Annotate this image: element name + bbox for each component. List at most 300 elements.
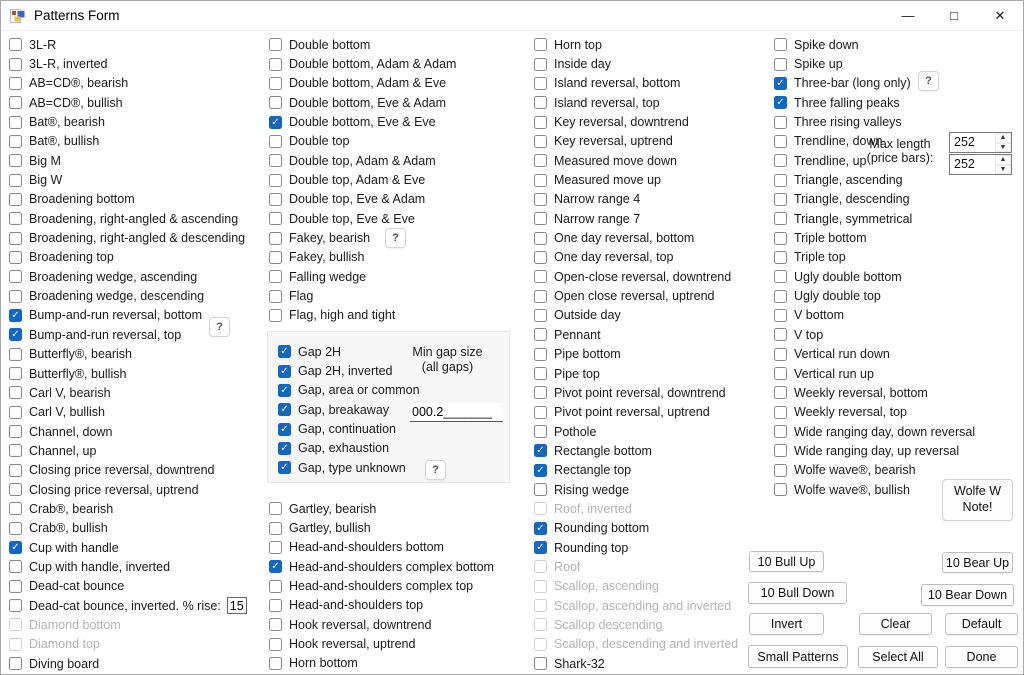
checkbox-wolfe-wave-bullish[interactable] (774, 483, 787, 496)
pattern-row (774, 35, 975, 54)
min-gap-size-input[interactable] (410, 403, 503, 422)
pattern-label: Horn bottom (289, 656, 358, 671)
pattern-row (534, 383, 738, 402)
pattern-row (774, 286, 975, 305)
pattern-label: Broadening bottom (29, 192, 135, 207)
checkbox-broadening-wedge-ascending[interactable] (9, 270, 22, 283)
checkbox-spike-down[interactable] (774, 38, 787, 51)
checkbox-horn-top[interactable] (534, 38, 547, 51)
checkbox-big-m[interactable] (9, 154, 22, 167)
checkbox-big-w[interactable] (9, 174, 22, 187)
checkbox-crab-bearish[interactable] (9, 502, 22, 515)
trendline-down-max-length-spinner[interactable] (949, 132, 1012, 153)
pattern-row (9, 151, 247, 170)
pattern-label: Gap, breakaway (298, 402, 390, 417)
checkbox-vertical-run-down[interactable] (774, 348, 787, 361)
pattern-label: 3L-R, inverted (29, 57, 108, 72)
pattern-row (774, 441, 975, 460)
pattern-row (9, 112, 247, 131)
checkbox-triangle-symmetrical[interactable] (774, 212, 787, 225)
checkbox-3l-r-inverted[interactable] (9, 58, 22, 71)
checkbox-pivot-point-reversal-downtrend[interactable] (534, 386, 547, 399)
checkbox-narrow-range-4[interactable] (534, 193, 547, 206)
checkbox-triangle-descending[interactable] (774, 193, 787, 206)
pattern-label: Gap, type unknown (298, 460, 406, 475)
pattern-label: Gap, continuation (298, 422, 396, 437)
pattern-row (9, 190, 247, 209)
spin-down-icon[interactable]: ▼ (995, 143, 1011, 153)
pattern-label: Head-and-shoulders complex bottom (289, 559, 494, 574)
checkbox-scallop-descending-and-inverted (534, 638, 547, 651)
pattern-row (534, 364, 738, 383)
pattern-label: Double bottom, Adam & Adam (289, 57, 457, 72)
checkbox-double-top[interactable] (269, 135, 282, 148)
checkbox-dead-cat-bounce[interactable] (9, 580, 22, 593)
checkbox-wolfe-wave-bearish[interactable] (774, 464, 787, 477)
pattern-label: Outside day (554, 308, 621, 323)
pattern-row (534, 461, 738, 480)
pattern-label: Shark-32 (554, 656, 605, 671)
checkbox-pennant[interactable] (534, 328, 547, 341)
checkbox-pipe-bottom[interactable] (534, 348, 547, 361)
pattern-label: Falling wedge (289, 269, 367, 284)
checkbox-rising-wedge[interactable] (534, 483, 547, 496)
pattern-row (774, 383, 975, 402)
pattern-label: Gap 2H, inverted (298, 364, 393, 379)
title-bar (1, 1, 1023, 31)
wolfe-note-button[interactable] (942, 479, 1013, 521)
pattern-row (534, 499, 738, 518)
pattern-label: Pipe top (554, 366, 600, 381)
checkbox-hook-reversal-uptrend[interactable] (269, 638, 282, 651)
pattern-column-4 (774, 35, 975, 499)
checkbox-ab-cd-bullish[interactable] (9, 96, 22, 109)
checkbox-rounding-top[interactable]: ✓ (534, 541, 547, 554)
pattern-label: Broadening top (29, 250, 114, 265)
pattern-label: Wide ranging day, up reversal (794, 443, 960, 458)
pattern-row (534, 615, 738, 634)
pattern-label: Island reversal, top (554, 95, 660, 110)
checkbox-v-bottom[interactable] (774, 309, 787, 322)
pattern-row (269, 576, 494, 595)
bump-and-run-help-button[interactable]: ? (209, 317, 230, 337)
checkbox-fakey-bearish[interactable] (269, 232, 282, 245)
checkbox-double-top-eve-eve[interactable] (269, 212, 282, 225)
pattern-label: Big M (29, 153, 61, 168)
pattern-label: Narrow range 4 (554, 192, 641, 207)
close-icon[interactable]: ✕ (994, 7, 1006, 23)
pattern-row (269, 93, 456, 112)
pattern-row (269, 209, 456, 228)
pattern-row (774, 461, 975, 480)
checkbox-key-reversal-downtrend[interactable] (534, 116, 547, 129)
pattern-row (534, 151, 738, 170)
checkbox-spike-up[interactable] (774, 58, 787, 71)
pattern-row (9, 267, 247, 286)
pattern-label: Weekly reversal, top (794, 405, 908, 420)
done-button[interactable]: Done (945, 646, 1018, 668)
checkbox-three-rising-valleys[interactable] (774, 116, 787, 129)
checkbox-double-top-adam-adam[interactable] (269, 154, 282, 167)
checkbox-trendline-down[interactable] (774, 135, 787, 148)
min-gap-size-label-line2: (all gaps) (421, 360, 474, 374)
checkbox-3l-r[interactable] (9, 38, 22, 51)
pattern-label: Three falling peaks (794, 95, 900, 110)
wolfe-note-line2: Note! (962, 500, 993, 514)
checkbox-island-reversal-bottom[interactable] (534, 77, 547, 90)
pattern-row (9, 596, 247, 615)
max-length-label-line1: Max length (869, 137, 931, 151)
pattern-row (534, 441, 738, 460)
checkbox-fakey-bullish[interactable] (269, 251, 282, 264)
checkbox-gartley-bullish[interactable] (269, 522, 282, 535)
minimize-icon[interactable]: — (901, 8, 915, 23)
checkbox-vertical-run-up[interactable] (774, 367, 787, 380)
pattern-row (9, 403, 247, 422)
pattern-row (774, 403, 975, 422)
pattern-label: Double bottom (289, 37, 371, 52)
checkbox-cup-with-handle-inverted[interactable] (9, 560, 22, 573)
pattern-label: Broadening wedge, descending (29, 289, 205, 304)
pattern-label: Cup with handle (29, 540, 119, 555)
pattern-row (269, 151, 456, 170)
pattern-label: 3L-R (29, 37, 57, 52)
pattern-row (534, 54, 738, 73)
checkbox-weekly-reversal-top[interactable] (774, 406, 787, 419)
checkbox-horn-bottom[interactable] (269, 657, 282, 670)
checkbox-crab-bullish[interactable] (9, 522, 22, 535)
checkbox-open-close-reversal-downtrend[interactable] (534, 270, 547, 283)
maximize-icon[interactable]: □ (950, 8, 958, 23)
checkbox-gartley-bearish[interactable] (269, 502, 282, 515)
checkbox-open-close-reversal-uptrend[interactable] (534, 290, 547, 303)
checkbox-broadening-top[interactable] (9, 251, 22, 264)
pattern-label: Inside day (554, 57, 611, 72)
pattern-label: Flag (289, 289, 314, 304)
pattern-label: Carl V, bearish (29, 385, 111, 400)
window-controls (885, 1, 1023, 30)
checkbox-island-reversal-top[interactable] (534, 96, 547, 109)
pattern-row (9, 557, 247, 576)
pattern-label: Bat®, bullish (29, 134, 100, 149)
pattern-column-3 (534, 35, 738, 673)
pattern-label: Triangle, descending (794, 192, 910, 207)
checkbox-gap-area-or-common[interactable]: ✓ (278, 384, 291, 397)
checkbox-narrow-range-7[interactable] (534, 212, 547, 225)
pattern-label: Carl V, bullish (29, 405, 105, 420)
pattern-row (534, 480, 738, 499)
checkbox-double-bottom-eve-adam[interactable] (269, 96, 282, 109)
checkbox-three-falling-peaks[interactable]: ✓ (774, 96, 787, 109)
pattern-label: Spike up (794, 57, 843, 72)
pattern-row (9, 209, 247, 228)
pattern-row (269, 54, 456, 73)
max-length-label (853, 137, 947, 166)
checkbox-measured-move-up[interactable] (534, 174, 547, 187)
pattern-label: Fakey, bearish (289, 231, 371, 246)
checkbox-bump-and-run-reversal-bottom[interactable]: ✓ (9, 309, 22, 322)
checkbox-gap-type-unknown[interactable]: ✓ (278, 461, 291, 474)
pattern-label: Channel, up (29, 443, 97, 458)
checkbox-bat-bearish[interactable] (9, 116, 22, 129)
checkbox-ugly-double-top[interactable] (774, 290, 787, 303)
spin-up-icon[interactable]: ▲ (995, 155, 1011, 165)
pattern-row (9, 519, 247, 538)
checkbox-double-bottom-adam-eve[interactable] (269, 77, 282, 90)
pattern-row (9, 170, 247, 189)
checkbox-double-top-adam-eve[interactable] (269, 174, 282, 187)
three-bar-help-button[interactable]: ? (918, 71, 939, 91)
pattern-label: Horn top (554, 37, 602, 52)
checkbox-cup-with-handle[interactable]: ✓ (9, 541, 22, 554)
checkbox-key-reversal-uptrend[interactable] (534, 135, 547, 148)
pattern-row (534, 422, 738, 441)
checkbox-falling-wedge[interactable] (269, 270, 282, 283)
checkbox-gap-2h-inverted[interactable]: ✓ (278, 365, 291, 378)
pattern-row (9, 35, 247, 54)
pattern-row (278, 439, 420, 458)
checkbox-gap-2h[interactable]: ✓ (278, 345, 291, 358)
pattern-row (9, 74, 247, 93)
pattern-label: Butterfly®, bullish (29, 366, 127, 381)
checkbox-outside-day[interactable] (534, 309, 547, 322)
checkbox-weekly-reversal-bottom[interactable] (774, 386, 787, 399)
pattern-row (9, 615, 247, 634)
pattern-row (269, 557, 494, 576)
checkbox-broadening-right-angled-descending[interactable] (9, 232, 22, 245)
pattern-label: Pipe bottom (554, 347, 621, 362)
pattern-label: Double top, Eve & Adam (289, 192, 426, 207)
checkbox-head-and-shoulders-bottom[interactable] (269, 541, 282, 554)
checkbox-inside-day[interactable] (534, 58, 547, 71)
pattern-row (9, 441, 247, 460)
checkbox-pothole[interactable] (534, 425, 547, 438)
checkbox-pipe-top[interactable] (534, 367, 547, 380)
pattern-row (534, 635, 738, 654)
ten-bull-up-button[interactable]: 10 Bull Up (749, 551, 824, 572)
pattern-row (774, 325, 975, 344)
checkbox-double-bottom-adam-adam[interactable] (269, 58, 282, 71)
checkbox-hook-reversal-downtrend[interactable] (269, 618, 282, 631)
checkbox-wide-ranging-day-down-reversal[interactable] (774, 425, 787, 438)
pattern-row (9, 499, 247, 518)
checkbox-scallop-ascending (534, 580, 547, 593)
pattern-row (9, 93, 247, 112)
checkbox-broadening-wedge-descending[interactable] (9, 290, 22, 303)
checkbox-carl-v-bullish[interactable] (9, 406, 22, 419)
checkbox-gap-exhaustion[interactable]: ✓ (278, 442, 291, 455)
pattern-label: Island reversal, bottom (554, 76, 681, 91)
checkbox-broadening-right-angled-ascending[interactable] (9, 212, 22, 225)
checkbox-triple-top[interactable] (774, 251, 787, 264)
pattern-label: Hook reversal, downtrend (289, 617, 432, 632)
checkbox-channel-down[interactable] (9, 425, 22, 438)
checkbox-pivot-point-reversal-uptrend[interactable] (534, 406, 547, 419)
pattern-row (534, 74, 738, 93)
checkbox-head-and-shoulders-complex-bottom[interactable]: ✓ (269, 560, 282, 573)
checkbox-closing-price-reversal-uptrend[interactable] (9, 483, 22, 496)
pattern-label: Roof, inverted (554, 501, 632, 516)
pattern-row (278, 400, 420, 419)
checkbox-head-and-shoulders-top[interactable] (269, 599, 282, 612)
pattern-label: Three-bar (long only) (794, 76, 911, 91)
checkbox-shark-32[interactable] (534, 657, 547, 670)
default-button[interactable]: Default (945, 613, 1018, 635)
pattern-row (269, 634, 494, 653)
pattern-row (774, 93, 975, 112)
trendline-up-max-length-spinner[interactable] (949, 154, 1012, 175)
spin-down-icon[interactable]: ▼ (995, 165, 1011, 175)
pattern-row (9, 54, 247, 73)
ten-bear-down-button[interactable]: 10 Bear Down (921, 584, 1014, 606)
pattern-label: Double bottom, Adam & Eve (289, 76, 447, 91)
pattern-label: Key reversal, downtrend (554, 115, 689, 130)
pattern-column-1 (9, 35, 247, 673)
checkbox-bat-bullish[interactable] (9, 135, 22, 148)
checkbox-gap-continuation[interactable]: ✓ (278, 423, 291, 436)
checkbox-channel-up[interactable] (9, 444, 22, 457)
pattern-label: Scallop, ascending and inverted (554, 598, 732, 613)
pattern-row (534, 577, 738, 596)
checkbox-measured-move-down[interactable] (534, 154, 547, 167)
min-gap-size-label-line1: Min gap size (412, 345, 483, 359)
pattern-label: V bottom (794, 308, 845, 323)
pattern-row (9, 248, 247, 267)
pattern-row (269, 170, 456, 189)
checkbox-one-day-reversal-top[interactable] (534, 251, 547, 264)
percent-rise-input[interactable] (227, 597, 247, 614)
pattern-label: Triple top (794, 250, 846, 265)
pattern-row (774, 209, 975, 228)
checkbox-double-bottom[interactable] (269, 38, 282, 51)
pattern-label: Closing price reversal, uptrend (29, 482, 199, 497)
pattern-label: Pothole (554, 424, 597, 439)
pattern-label: Crab®, bearish (29, 501, 114, 516)
checkbox-flag[interactable] (269, 290, 282, 303)
pattern-label: Diving board (29, 656, 100, 671)
checkbox-three-bar-long-only[interactable]: ✓ (774, 77, 787, 90)
pattern-row (534, 557, 738, 576)
pattern-label: Hook reversal, uptrend (289, 637, 416, 652)
pattern-row (774, 422, 975, 441)
checkbox-carl-v-bearish[interactable] (9, 386, 22, 399)
pattern-label: Pennant (554, 327, 601, 342)
checkbox-flag-high-and-tight[interactable] (269, 309, 282, 322)
ten-bull-down-button[interactable]: 10 Bull Down (748, 582, 847, 604)
spinner-arrows (995, 133, 1011, 152)
spin-up-icon[interactable]: ▲ (995, 133, 1011, 143)
pattern-row (534, 325, 738, 344)
pattern-label: Head-and-shoulders top (289, 598, 424, 613)
checkbox-one-day-reversal-bottom[interactable] (534, 232, 547, 245)
pattern-row (9, 286, 247, 305)
pattern-label: Broadening, right-angled & ascending (29, 211, 239, 226)
pattern-label: Rounding bottom (554, 521, 650, 536)
pattern-row (278, 381, 420, 400)
pattern-label: AB=CD®, bullish (29, 95, 123, 110)
checkbox-diving-board[interactable] (9, 657, 22, 670)
checkbox-v-top[interactable] (774, 328, 787, 341)
wolfe-note-line1: Wolfe W (954, 484, 1001, 499)
checkbox-bump-and-run-reversal-top[interactable]: ✓ (9, 328, 22, 341)
checkbox-dead-cat-bounce-inverted-rise[interactable] (9, 599, 22, 612)
pattern-row (269, 112, 456, 131)
checkbox-roof (534, 560, 547, 573)
min-gap-size-label (390, 345, 505, 375)
pattern-label: Wide ranging day, down reversal (794, 424, 976, 439)
checkbox-triangle-ascending[interactable] (774, 174, 787, 187)
pattern-row (269, 74, 456, 93)
checkbox-butterfly-bearish[interactable] (9, 348, 22, 361)
checkbox-gap-breakaway[interactable]: ✓ (278, 403, 291, 416)
pattern-label: Gartley, bullish (289, 521, 371, 536)
pattern-label: One day reversal, top (554, 250, 674, 265)
pattern-row (278, 458, 420, 477)
checkbox-wide-ranging-day-up-reversal[interactable] (774, 444, 787, 457)
pattern-label: Open close reversal, uptrend (554, 289, 715, 304)
pattern-row (269, 190, 456, 209)
gap-type-help-button[interactable]: ? (425, 460, 446, 480)
pattern-label: Diamond top (29, 637, 100, 652)
pattern-label: Bump-and-run reversal, bottom (29, 308, 202, 323)
pattern-row (534, 112, 738, 131)
checkbox-head-and-shoulders-complex-top[interactable] (269, 580, 282, 593)
pattern-row (534, 209, 738, 228)
pattern-label: Scallop descending (554, 617, 663, 632)
pattern-row (9, 480, 247, 499)
checkbox-ab-cd-bearish[interactable] (9, 77, 22, 90)
checkbox-double-bottom-eve-eve[interactable]: ✓ (269, 116, 282, 129)
checkbox-diamond-top (9, 638, 22, 651)
checkbox-trendline-up[interactable] (774, 154, 787, 167)
pattern-row (9, 538, 247, 557)
ten-bear-up-button[interactable]: 10 Bear Up (942, 552, 1013, 573)
pattern-label: Bat®, bearish (29, 115, 105, 130)
checkbox-triple-bottom[interactable] (774, 232, 787, 245)
pattern-label: Wolfe wave®, bearish (794, 463, 916, 478)
invert-button[interactable]: Invert (749, 613, 824, 635)
pattern-label: Rising wedge (554, 482, 630, 497)
checkbox-butterfly-bullish[interactable] (9, 367, 22, 380)
checkbox-broadening-bottom[interactable] (9, 193, 22, 206)
pattern-label: Diamond bottom (29, 617, 121, 632)
trendline-down-max-length-value: 252 (954, 135, 975, 149)
select-all-button[interactable]: Select All (858, 646, 938, 668)
checkbox-rectangle-top[interactable]: ✓ (534, 464, 547, 477)
checkbox-rounding-bottom[interactable]: ✓ (534, 522, 547, 535)
trendline-up-max-length-value: 252 (954, 157, 975, 171)
checkbox-diamond-bottom (9, 618, 22, 631)
checkbox-ugly-double-bottom[interactable] (774, 270, 787, 283)
pattern-row (9, 654, 247, 673)
pattern-label: Trendline, down (794, 134, 883, 149)
pattern-label: Channel, down (29, 424, 113, 439)
pattern-row (774, 267, 975, 286)
checkbox-double-top-eve-adam[interactable] (269, 193, 282, 206)
clear-button[interactable]: Clear (859, 613, 932, 635)
pattern-label: Crab®, bullish (29, 521, 108, 536)
checkbox-rectangle-bottom[interactable]: ✓ (534, 444, 547, 457)
pattern-row (774, 74, 975, 93)
pattern-row (269, 132, 456, 151)
pattern-row (534, 170, 738, 189)
pattern-row (534, 306, 738, 325)
fakey-help-button[interactable]: ? (385, 228, 406, 248)
pattern-row (534, 248, 738, 267)
checkbox-closing-price-reversal-downtrend[interactable] (9, 464, 22, 477)
small-patterns-button[interactable]: Small Patterns (748, 645, 848, 668)
pattern-row (9, 132, 247, 151)
